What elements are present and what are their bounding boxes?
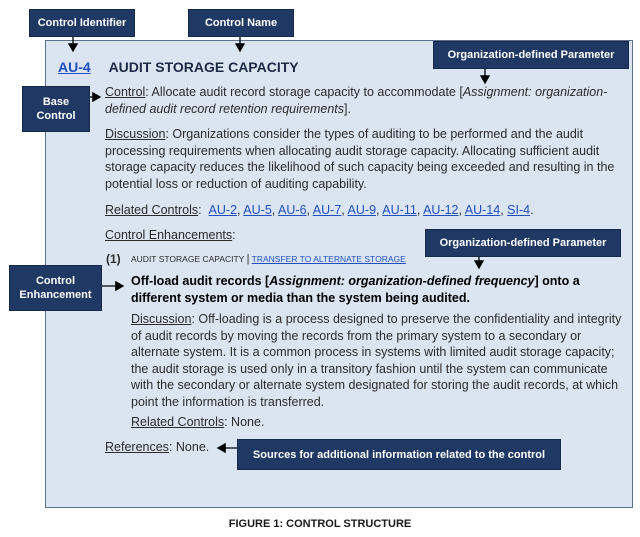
control-heading [58, 58, 358, 76]
related-control-link[interactable]: AU-12 [423, 203, 459, 217]
related-control-link[interactable]: AU-11 [382, 203, 417, 217]
enhancement-assignment: Assignment: organization-defined frequency [269, 274, 535, 288]
related-control-link[interactable]: SI-4 [507, 203, 531, 217]
base-control-callout: Base Control [22, 86, 90, 132]
control-enhancements-heading: Control Enhancements: [105, 228, 236, 242]
related-control-link[interactable]: AU-9 [347, 203, 377, 217]
references-label: References [105, 440, 169, 454]
control-assignment: Assignment: organization-defined audit record retention requirements [105, 85, 608, 116]
control-enhancement-callout: Control Enhancement [9, 265, 102, 311]
enhancement-related-controls: Related Controls: None. [131, 415, 265, 429]
related-control-link[interactable]: AU-14 [464, 203, 501, 217]
control-label: Control [105, 85, 146, 99]
related-control-link[interactable]: AU-6 [278, 203, 307, 217]
enhancement-discussion: Discussion: Off-loading is a process designed to preserve the confidentiality and integrity of audit records by moving the records from the primary system to a secondary or alternate system. It is a common process in systems with limited audit storage capacity; the audit storage is used only in a transitory fashion until the system can communicate with the secondary or alternate system designated for storing the audit records, at which point the information is transferred. [131, 312, 622, 409]
figure-caption: FIGURE 1: CONTROL STRUCTURE [228, 518, 412, 530]
references: References: None. [105, 440, 210, 454]
related-control-link[interactable]: AU-5 [243, 203, 272, 217]
control-id-link[interactable]: AU-4 [58, 59, 91, 75]
related-control-link[interactable]: AU-7 [312, 203, 342, 217]
related-controls: Related Controls: AU-2, AU-5, AU-6, AU-7, AU-9, AU-11, AU-12, AU-14, SI-4. [105, 203, 534, 217]
control-title: AUDIT STORAGE CAPACITY [108, 59, 299, 75]
org-param-mid-callout: Organization-defined Parameter [425, 229, 621, 257]
related-control-link[interactable]: AU-2 [208, 203, 238, 217]
control-identifier-callout: Control Identifier [29, 9, 135, 37]
related-controls-label: Related Controls [105, 203, 199, 217]
org-param-top-callout: Organization-defined Parameter [433, 41, 629, 69]
enhancement-title-link[interactable]: TRANSFER TO ALTERNATE STORAGE [251, 254, 406, 264]
control-discussion: Discussion: Organizations consider the types of auditing to be performed and the audit processing requirements when allocating audit storage capacity. Allocating sufficient audit storage capacity reduces the likelihood of such capacity being exceeded and resulting in the potential loss or reduction of auditing capability. [105, 127, 615, 191]
discussion-label: Discussion [105, 127, 166, 141]
enhancement-discussion-label: Discussion [131, 312, 192, 326]
sources-callout: Sources for additional information related to the control [237, 439, 561, 470]
control-statement: Control: Allocate audit record storage capacity to accommodate [Assignment: organization-defined audit record retention requirements]. [105, 85, 608, 116]
enhancement-statement: Off-load audit records [Assignment: organization-defined frequency] onto a different system or media than the system being audited. [131, 274, 580, 305]
control-name-callout: Control Name [188, 9, 294, 37]
enhancement-small-title: AUDIT STORAGE CAPACITY | TRANSFER TO ALTERNATE STORAGE [131, 253, 406, 265]
enhancement-number: (1) [106, 252, 121, 266]
